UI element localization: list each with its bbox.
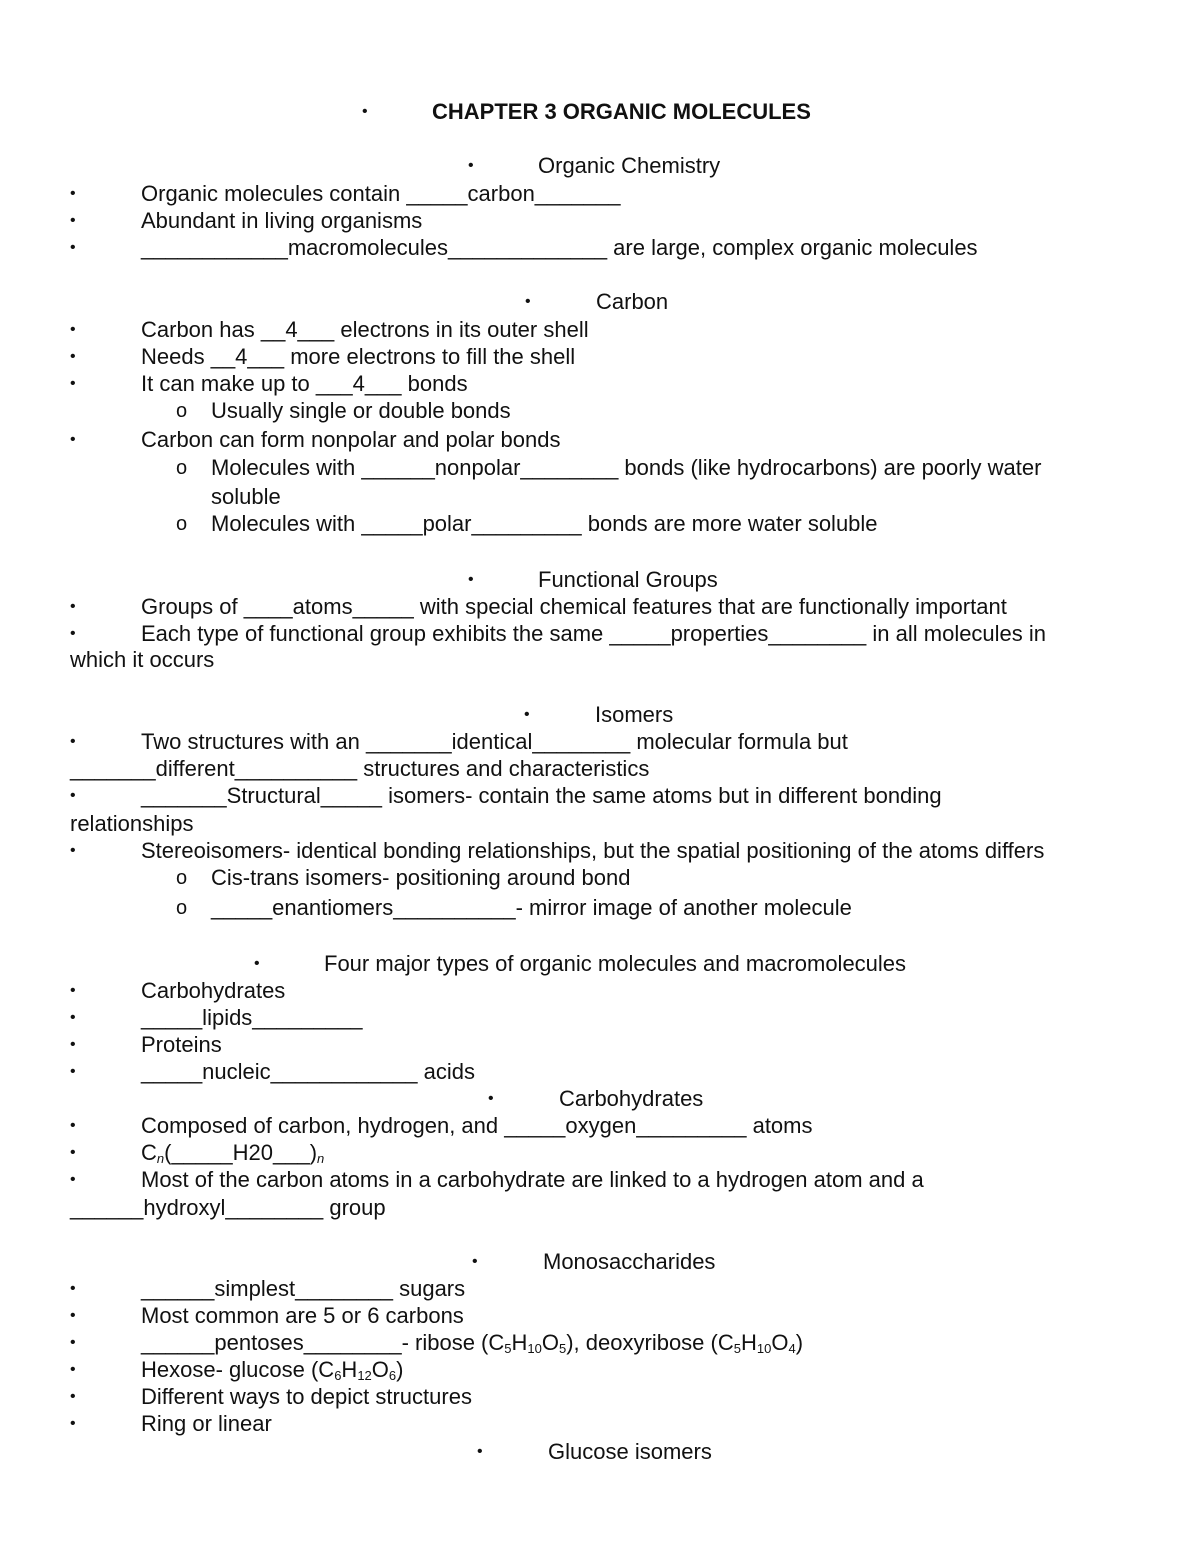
sub-bullet-icon: o [176, 513, 188, 535]
bullet-icon: • [70, 1307, 76, 1324]
bullet-icon: • [70, 185, 76, 202]
bullet-icon: • [472, 1253, 478, 1270]
list-item: _______Structural_____ isomers- contain the same atoms but in different bonding [141, 783, 942, 808]
sub-bullet-icon: o [176, 457, 188, 479]
list-item: Stereoisomers- identical bonding relationships, but the spatial positioning of the atoms differs [141, 838, 1045, 863]
bullet-icon: • [70, 1415, 76, 1432]
bullet-icon: • [254, 955, 260, 972]
sub-bullet-icon: o [176, 400, 188, 422]
bullet-icon: • [468, 157, 474, 174]
bullet-icon: • [70, 321, 76, 338]
list-item: Cis-trans isomers- positioning around bond [211, 865, 631, 890]
bullet-icon: • [70, 375, 76, 392]
formula-subscript: n [317, 1151, 325, 1166]
bullet-icon: • [70, 982, 76, 999]
text-part: H [740, 1330, 757, 1355]
list-item: Composed of carbon, hydrogen, and _____oxygen_________ atoms [141, 1113, 813, 1138]
formula-part: C [141, 1140, 157, 1165]
subscript: 5 [504, 1341, 512, 1356]
subscript: 5 [733, 1341, 741, 1356]
list-item: Most common are 5 or 6 carbons [141, 1303, 464, 1328]
list-item: Proteins [141, 1032, 222, 1057]
sub-bullet-icon: o [176, 897, 188, 919]
list-item: Carbon can form nonpolar and polar bonds [141, 427, 561, 452]
bullet-icon: • [70, 842, 76, 859]
list-item: _____lipids_________ [141, 1005, 363, 1030]
bullet-icon: • [70, 787, 76, 804]
list-item: Molecules with ______nonpolar________ bonds (like hydrocarbons) are poorly water [211, 455, 1042, 480]
list-item: Each type of functional group exhibits the same _____properties________ in all molecules in [141, 621, 1047, 646]
text-part: O [541, 1330, 559, 1355]
section-heading: Monosaccharides [543, 1249, 716, 1274]
bullet-icon: • [70, 212, 76, 229]
bullet-icon: • [362, 103, 368, 120]
bullet-icon: • [70, 625, 76, 642]
list-item: Most of the carbon atoms in a carbohydrate are linked to a hydrogen atom and a [141, 1167, 924, 1192]
list-item-continued: ______hydroxyl________ group [70, 1195, 386, 1220]
text-part: ) [396, 1357, 404, 1382]
list-item: Different ways to depict structures [141, 1384, 472, 1409]
text-part: Hexose- glucose (C [141, 1357, 335, 1382]
list-item: Carbon has __4___ electrons in its outer shell [141, 317, 589, 342]
text-part: H [341, 1357, 358, 1382]
list-item-continued: soluble [211, 484, 281, 509]
bullet-icon: • [70, 733, 76, 750]
bullet-icon: • [70, 1117, 76, 1134]
text-part: ), deoxyribose (C [566, 1330, 734, 1355]
bullet-icon: • [70, 1334, 76, 1351]
list-item: Abundant in living organisms [141, 208, 423, 233]
bullet-icon: • [468, 571, 474, 588]
subscript: 10 [756, 1341, 772, 1356]
list-item: Ring or linear [141, 1411, 272, 1436]
bullet-icon: • [70, 1361, 76, 1378]
bullet-icon: • [70, 239, 76, 256]
bullet-icon: • [70, 1144, 76, 1161]
bullet-icon: • [70, 1036, 76, 1053]
section-heading: Functional Groups [538, 567, 718, 592]
formula-part: (_____H20___) [164, 1140, 318, 1165]
subscript: 12 [357, 1368, 372, 1383]
bullet-icon: • [488, 1090, 494, 1107]
formula-subscript: n [156, 1151, 165, 1166]
bullet-icon: • [70, 1171, 76, 1188]
list-item-continued: which it occurs [70, 647, 215, 672]
section-heading: Carbohydrates [559, 1086, 704, 1111]
bullet-icon: • [70, 1280, 76, 1297]
subscript: 6 [388, 1368, 397, 1383]
text-part: ______pentoses________- ribose (C [141, 1330, 505, 1355]
section-heading: Organic Chemistry [538, 153, 721, 178]
section-heading: Isomers [595, 702, 674, 727]
bullet-icon: • [70, 598, 76, 615]
list-item: ____________macromolecules_____________ are large, complex organic molecules [141, 235, 978, 260]
subscript: 10 [527, 1341, 542, 1356]
list-item: _____nucleic____________ acids [141, 1059, 475, 1084]
bullet-icon: • [524, 706, 530, 723]
list-item: Carbohydrates [141, 978, 286, 1003]
bullet-icon: • [70, 1063, 76, 1080]
list-item: Molecules with _____polar_________ bonds are more water soluble [211, 511, 878, 536]
section-heading: Glucose isomers [548, 1439, 712, 1464]
list-item: Usually single or double bonds [211, 398, 511, 423]
bullet-icon: • [477, 1443, 483, 1460]
text-part: ) [795, 1330, 804, 1355]
list-item-continued: _______different__________ structures and characteristics [70, 756, 650, 781]
subscript: 6 [334, 1368, 342, 1383]
subscript: 5 [559, 1341, 567, 1356]
list-item: Two structures with an _______identical________ molecular formula but [141, 729, 848, 754]
text-part: H [511, 1330, 528, 1355]
section-heading: Carbon [596, 289, 669, 314]
sub-bullet-icon: o [176, 867, 188, 889]
bullet-icon: • [70, 1388, 76, 1405]
page-title: CHAPTER 3 ORGANIC MOLECULES [432, 99, 811, 124]
bullet-icon: • [525, 293, 531, 310]
list-item: _____enantiomers__________- mirror image of another molecule [211, 895, 852, 920]
list-item-continued: relationships [70, 811, 194, 836]
section-heading: Four major types of organic molecules and macromolecules [324, 951, 907, 976]
list-item: Organic molecules contain _____carbon_______ [141, 181, 621, 206]
list-item: Needs __4___ more electrons to fill the shell [141, 344, 576, 369]
text-part: O [771, 1330, 789, 1355]
bullet-icon: • [70, 348, 76, 365]
text-part: O [371, 1357, 389, 1382]
list-item: ______simplest________ sugars [141, 1276, 466, 1301]
bullet-icon: • [70, 1009, 76, 1026]
bullet-icon: • [70, 431, 76, 448]
list-item: It can make up to ___4___ bonds [141, 371, 468, 396]
subscript: 4 [788, 1341, 796, 1356]
list-item: Groups of ____atoms_____ with special chemical features that are functionally important [141, 594, 1007, 619]
